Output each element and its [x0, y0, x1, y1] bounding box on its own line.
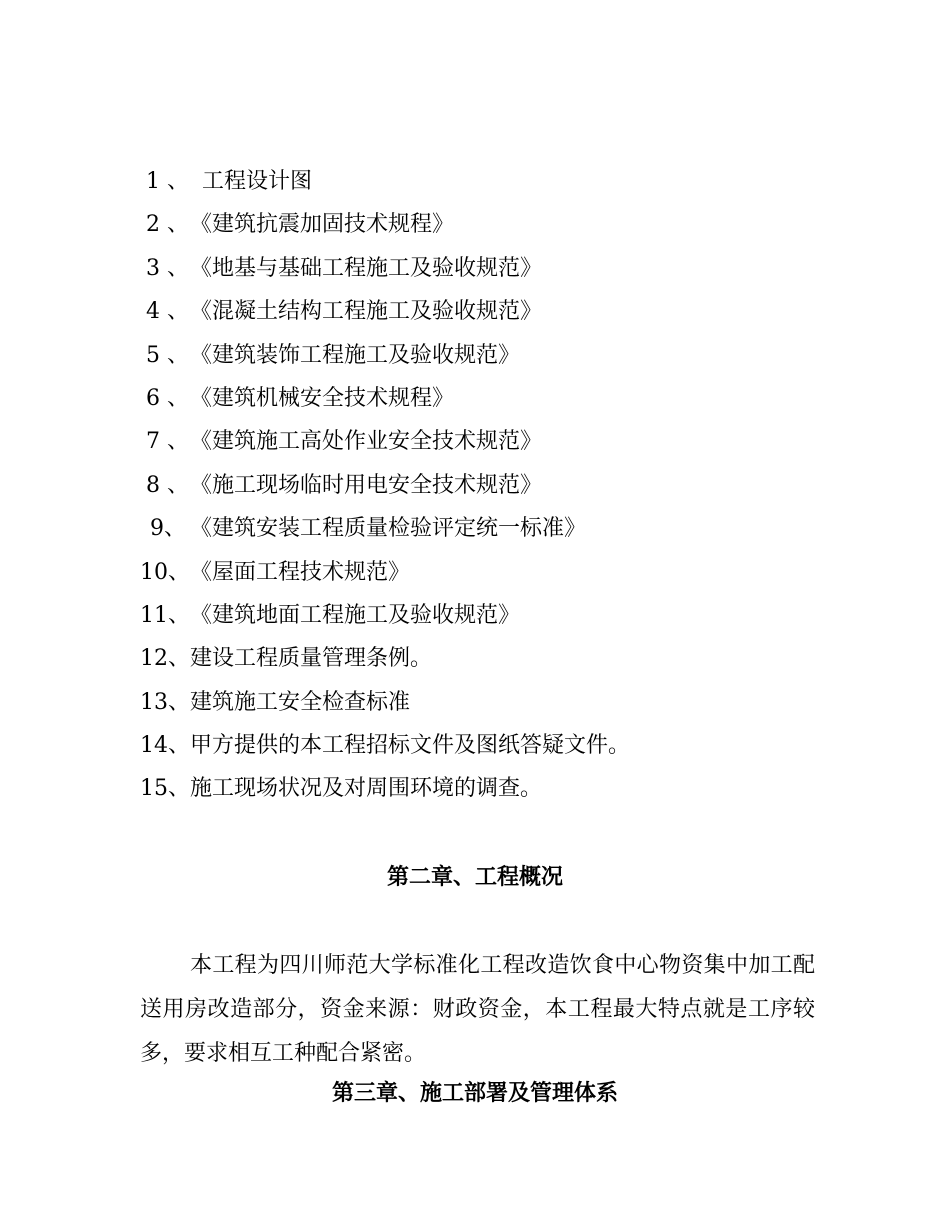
list-item-number: 9、	[150, 516, 186, 542]
list-item-text: 《建筑抗震加固技术规程》	[190, 212, 455, 238]
list-item	[140, 767, 820, 810]
list-item	[140, 420, 820, 463]
list-item	[140, 203, 820, 246]
list-item-number: 14、	[140, 733, 190, 759]
project-overview-paragraph: 本工程为四川师范大学标准化工程改造饮食中心物资集中加工配送用房改造部分，资金来源：财政资金，本工程最大特点就是工序较多，要求相互工种配合紧密。	[140, 953, 815, 1066]
chapter-3-title: 第三章、施工部署及管理体系	[331, 1080, 618, 1106]
list-item-number: 12、	[140, 646, 190, 672]
list-item	[140, 464, 820, 507]
list-item-text: 《施工现场临时用电安全技术规范》	[190, 472, 543, 498]
list-item	[140, 551, 820, 594]
chapter-2-title: 第二章、工程概况	[386, 864, 563, 890]
list-item-number: 15、	[140, 776, 190, 802]
list-item-text: 工程设计图	[202, 169, 313, 194]
list-item	[140, 724, 820, 767]
reference-list	[140, 160, 820, 811]
list-item-number: 5 、	[146, 342, 189, 368]
list-item-text: 《屋面工程技术规范》	[190, 559, 411, 585]
list-item-number: 10、	[140, 559, 190, 585]
list-item-text: 《建筑机械安全技术规程》	[190, 385, 455, 411]
list-item	[140, 290, 820, 333]
list-item	[140, 377, 820, 420]
list-item-number: 1 、	[146, 169, 189, 194]
list-item-text: 建设工程质量管理条例。	[190, 646, 433, 672]
list-item	[140, 637, 820, 680]
list-item-number: 11、	[140, 602, 190, 628]
list-item-text: 《建筑地面工程施工及验收规范》	[190, 602, 521, 628]
list-item-number: 6 、	[146, 385, 189, 411]
list-item-text: 施工现场状况及对周围环境的调查。	[190, 776, 543, 802]
list-item-text: 《建筑装饰工程施工及验收规范》	[190, 342, 521, 368]
list-item-text: 建筑施工安全检查标准	[190, 689, 411, 715]
list-item-text: 《混凝土结构工程施工及验收规范》	[190, 299, 543, 325]
list-item-number: 13、	[140, 689, 190, 715]
list-item-number: 4 、	[146, 299, 189, 325]
list-item-number: 8 、	[146, 472, 189, 498]
list-item-number: 3 、	[146, 255, 189, 281]
list-item-text: 甲方提供的本工程招标文件及图纸答疑文件。	[190, 733, 631, 759]
list-item-text: 《地基与基础工程施工及验收规范》	[190, 255, 543, 281]
list-item	[140, 334, 820, 377]
list-item	[140, 507, 820, 550]
list-item-text: 《建筑施工高处作业安全技术规范》	[190, 429, 543, 455]
list-item	[140, 247, 820, 290]
list-item	[140, 160, 820, 203]
list-item	[140, 594, 820, 637]
list-item	[140, 681, 820, 724]
list-item-number: 2 、	[146, 212, 189, 238]
list-item-number: 7 、	[146, 429, 189, 455]
list-item-text: 《建筑安装工程质量检验评定统一标准》	[190, 516, 587, 542]
